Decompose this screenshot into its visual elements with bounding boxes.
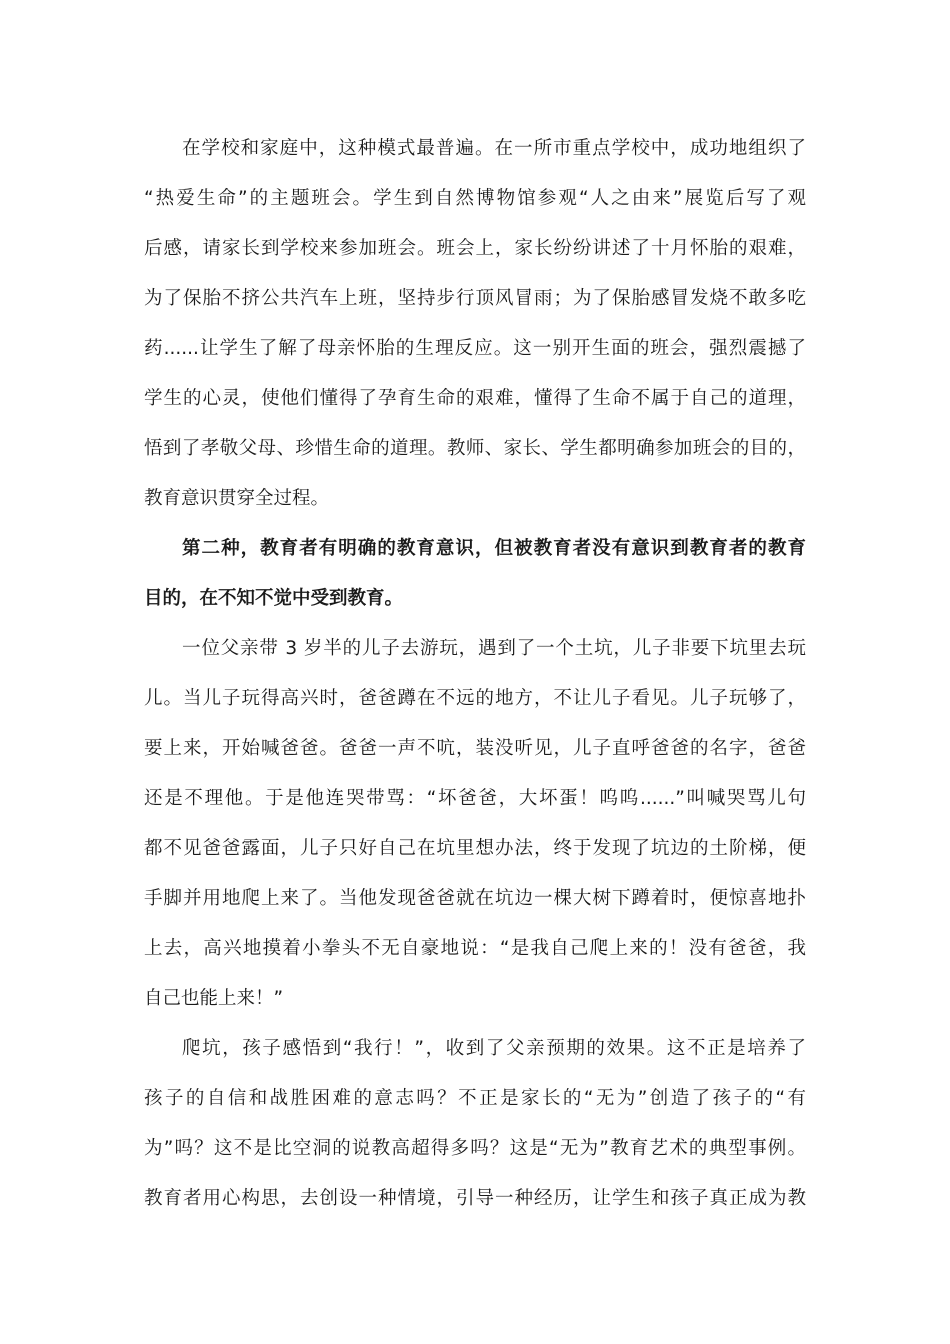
paragraph-4-line-3: 为”吗？这不是比空洞的说教高超得多吗？这是“无为”教育艺术的典型事例。 <box>144 1138 806 1159</box>
paragraph-1-line-7: 悟到了孝敬父母、珍惜生命的道理。教师、家长、学生都明确参加班会的目的， <box>144 438 806 459</box>
paragraph-1-line-6: 学生的心灵，使他们懂得了孕育生命的艰难，懂得了生命不属于自己的道理， <box>144 388 806 409</box>
section-heading-line-2: 目的，在不知不觉中受到教育。 <box>144 588 404 609</box>
paragraph-4-line-2: 孩子的自信和战胜困难的意志吗？不正是家长的“无为”创造了孩子的“有 <box>144 1088 806 1109</box>
paragraph-3-line-3: 要上来，开始喊爸爸。爸爸一声不吭，装没听见，儿子直呼爸爸的名字，爸爸 <box>144 738 806 759</box>
paragraph-3-line-5: 都不见爸爸露面，儿子只好自己在坑里想办法，终于发现了坑边的土阶梯，便 <box>144 838 806 859</box>
section-heading-line-1: 第二种，教育者有明确的教育意识，但被教育者没有意识到教育者的教育 <box>182 538 806 559</box>
paragraph-3-line-1: 一位父亲带 3 岁半的儿子去游玩，遇到了一个土坑，儿子非要下坑里去玩 <box>182 638 806 659</box>
paragraph-4-line-1: 爬坑，孩子感悟到“我行！”，收到了父亲预期的效果。这不正是培养了 <box>182 1038 806 1059</box>
paragraph-1-line-1: 在学校和家庭中，这种模式最普遍。在一所市重点学校中，成功地组织了 <box>182 138 806 159</box>
document-body <box>144 124 806 1224</box>
paragraph-1-line-2: “热爱生命”的主题班会。学生到自然博物馆参观“人之由来”展览后写了观 <box>144 188 806 209</box>
paragraph-4-line-4: 教育者用心构思，去创设一种情境，引导一种经历，让学生和孩子真正成为教 <box>144 1188 806 1209</box>
paragraph-3-line-2: 儿。当儿子玩得高兴时，爸爸蹲在不远的地方，不让儿子看见。儿子玩够了， <box>144 688 806 709</box>
paragraph-3-line-6: 手脚并用地爬上来了。当他发现爸爸就在坑边一棵大树下蹲着时，便惊喜地扑 <box>144 888 806 909</box>
paragraph-1-line-8: 教育意识贯穿全过程。 <box>144 488 330 509</box>
paragraph-1-line-5: 药......让学生了解了母亲怀胎的生理反应。这一别开生面的班会，强烈震撼了 <box>144 338 806 359</box>
paragraph-3-line-4: 还是不理他。于是他连哭带骂：“坏爸爸，大坏蛋！呜呜......”叫喊哭骂儿句 <box>144 788 806 809</box>
paragraph-1-line-3: 后感，请家长到学校来参加班会。班会上，家长纷纷讲述了十月怀胎的艰难， <box>144 238 806 259</box>
paragraph-1-line-4: 为了保胎不挤公共汽车上班，坚持步行顶风冒雨；为了保胎感冒发烧不敢多吃 <box>144 288 806 309</box>
paragraph-3-line-7: 上去，高兴地摸着小拳头不无自豪地说：“是我自己爬上来的！没有爸爸，我 <box>144 938 806 959</box>
paragraph-3-line-8: 自己也能上来！” <box>144 988 284 1009</box>
